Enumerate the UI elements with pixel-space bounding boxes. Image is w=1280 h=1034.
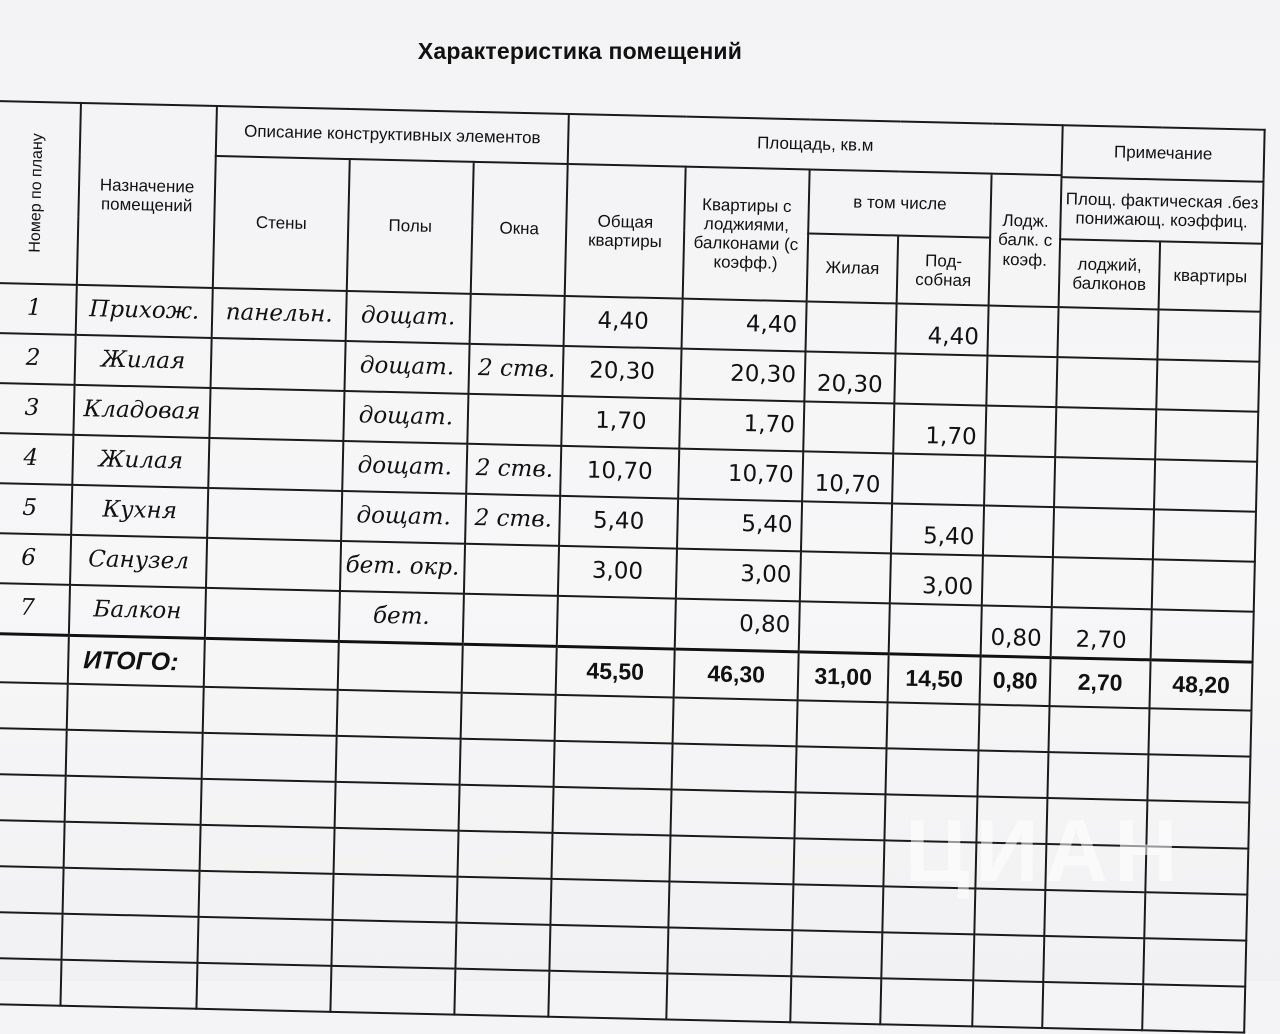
empty-cell bbox=[794, 792, 885, 840]
cell-auxiliary bbox=[892, 453, 985, 505]
cell-loggia-actual: 2,70 bbox=[1051, 607, 1152, 660]
cell-total-apartment: 10,70 bbox=[560, 446, 679, 499]
empty-cell bbox=[673, 698, 798, 747]
cell-empty bbox=[204, 638, 339, 690]
cell-walls bbox=[207, 488, 342, 541]
cell-windows bbox=[467, 394, 562, 446]
cell-walls bbox=[211, 338, 346, 391]
cell-plan-number: 6 bbox=[0, 533, 71, 585]
total-apartment-actual-value: 48,20 bbox=[1150, 660, 1253, 711]
total-loggia-actual-value: 2,70 bbox=[1050, 658, 1151, 709]
cell-windows: 2 ств. bbox=[468, 344, 563, 396]
empty-cell bbox=[331, 920, 456, 969]
cell-apartment bbox=[1154, 459, 1257, 511]
empty-cell bbox=[975, 842, 1046, 890]
cell-room-purpose: Кладовая bbox=[73, 385, 210, 438]
empty-cell bbox=[196, 963, 331, 1012]
cell-plan-number: 2 bbox=[0, 333, 76, 385]
empty-cell bbox=[0, 774, 66, 822]
empty-cell bbox=[790, 976, 881, 1024]
cell-floors: бет. окр. bbox=[340, 541, 465, 594]
cell-with-loggia: 10,70 bbox=[678, 449, 803, 502]
cell-total-apartment: 20,30 bbox=[562, 346, 681, 399]
cell-total-apartment: 4,40 bbox=[564, 296, 683, 349]
empty-cell bbox=[334, 828, 459, 877]
cell-plan-number: 7 bbox=[0, 583, 70, 635]
empty-cell bbox=[671, 790, 796, 839]
cell-room-purpose: Прихож. bbox=[76, 285, 213, 338]
total-auxiliary-value: 14,50 bbox=[888, 654, 981, 705]
header-windows: Окна bbox=[471, 162, 568, 296]
header-with-loggias: Квартиры с лоджиями, балконами (с коэфф.) bbox=[683, 167, 810, 302]
cell-walls bbox=[205, 588, 340, 642]
cell-apartment bbox=[1153, 509, 1256, 561]
cell-living bbox=[801, 501, 892, 553]
cell-total-apartment bbox=[557, 596, 676, 649]
cell-total-apartment: 5,40 bbox=[559, 496, 678, 549]
empty-cell bbox=[887, 702, 980, 750]
cell-living: 20,30 bbox=[804, 351, 895, 403]
cell-plan-number: 5 bbox=[0, 483, 72, 535]
cell-loggia-actual bbox=[1053, 507, 1154, 559]
cell-loggia-coef bbox=[982, 556, 1053, 608]
cell-apartment bbox=[1152, 559, 1255, 611]
empty-cell bbox=[1046, 798, 1147, 846]
cell-auxiliary: 1,70 bbox=[893, 403, 986, 455]
cell-walls bbox=[208, 438, 343, 491]
empty-cell bbox=[0, 682, 68, 730]
cell-loggia-coef bbox=[986, 356, 1057, 408]
empty-cell bbox=[977, 750, 1048, 798]
empty-cell bbox=[554, 741, 673, 790]
total-with-loggia-value: 46,30 bbox=[674, 649, 799, 700]
cell-with-loggia: 3,00 bbox=[676, 549, 801, 602]
empty-cell bbox=[1043, 936, 1144, 984]
cell-floors: бет. bbox=[339, 591, 464, 644]
empty-cell bbox=[667, 927, 792, 976]
empty-cell bbox=[976, 796, 1047, 844]
empty-cell bbox=[0, 866, 64, 914]
empty-cell bbox=[881, 932, 974, 980]
empty-cell bbox=[335, 782, 460, 831]
header-area-group: Площадь, кв.м bbox=[568, 114, 1063, 175]
cell-with-loggia: 5,40 bbox=[677, 499, 802, 552]
empty-cell bbox=[202, 733, 337, 782]
empty-cell bbox=[332, 874, 457, 923]
cell-loggia-coef: 0,80 bbox=[981, 605, 1052, 657]
cell-room-purpose: Жилая bbox=[72, 435, 209, 488]
empty-cell bbox=[792, 884, 883, 932]
cell-loggia-coef bbox=[985, 406, 1056, 458]
cell-windows bbox=[464, 544, 559, 596]
empty-cell bbox=[199, 871, 334, 920]
empty-cell bbox=[66, 730, 203, 779]
cell-loggia-coef bbox=[987, 306, 1058, 358]
empty-cell bbox=[1044, 890, 1145, 938]
cell-floors: дощат. bbox=[343, 391, 468, 444]
cell-with-loggia: 1,70 bbox=[679, 399, 804, 452]
empty-cell bbox=[555, 695, 674, 744]
empty-cell bbox=[64, 822, 201, 871]
cell-auxiliary: 4,40 bbox=[896, 303, 989, 355]
empty-cell bbox=[1144, 892, 1247, 940]
empty-cell bbox=[553, 787, 672, 836]
rooms-table-wrapper bbox=[0, 100, 1266, 1034]
total-living-value: 31,00 bbox=[798, 652, 889, 703]
cell-total-apartment: 3,00 bbox=[558, 546, 677, 599]
empty-cell bbox=[336, 736, 461, 785]
empty-cell bbox=[791, 930, 882, 978]
header-construction-group: Описание конструктивных элементов bbox=[216, 106, 569, 164]
cell-floors: дощат. bbox=[342, 441, 467, 494]
header-note-group: Примечание bbox=[1062, 125, 1265, 182]
empty-cell bbox=[972, 980, 1043, 1028]
cell-apartment bbox=[1155, 409, 1258, 461]
empty-cell bbox=[456, 877, 551, 925]
empty-cell bbox=[974, 888, 1045, 936]
empty-cell bbox=[1145, 846, 1248, 894]
empty-cell bbox=[67, 684, 204, 733]
empty-cell bbox=[793, 838, 884, 886]
empty-cell bbox=[0, 912, 63, 960]
empty-cell bbox=[669, 835, 794, 884]
header-loggias-balconies: лоджий, балконов bbox=[1059, 239, 1161, 309]
empty-cell bbox=[552, 833, 671, 882]
cell-loggia-actual bbox=[1055, 407, 1156, 459]
empty-cell bbox=[1149, 708, 1252, 756]
cell-floors: дощат. bbox=[341, 491, 466, 544]
cell-room-purpose: Санузел bbox=[70, 535, 207, 588]
empty-cell bbox=[457, 831, 552, 879]
cell-living bbox=[800, 551, 891, 603]
cell-loggia-actual bbox=[1058, 307, 1159, 359]
cell-apartment bbox=[1156, 359, 1259, 411]
empty-cell bbox=[549, 925, 668, 974]
cell-living bbox=[799, 601, 890, 654]
cell-room-purpose: Жилая bbox=[75, 335, 212, 388]
cell-auxiliary: 3,00 bbox=[890, 553, 983, 605]
header-actual-area: Площ. фактическая .без понижающ. коэффиц. bbox=[1060, 177, 1263, 244]
total-loggia-coef-value: 0,80 bbox=[980, 656, 1051, 706]
header-total-apartment: Общая квартиры bbox=[565, 164, 686, 299]
total-apartment-value: 45,50 bbox=[556, 646, 675, 697]
empty-cell bbox=[979, 704, 1050, 752]
cell-auxiliary bbox=[889, 603, 982, 656]
cell-living bbox=[803, 401, 894, 453]
empty-cell bbox=[1045, 844, 1146, 892]
cell-plan-number: 4 bbox=[0, 433, 73, 485]
cell-loggia-coef bbox=[983, 506, 1054, 558]
empty-cell bbox=[796, 746, 887, 794]
header-plan-number-text: Номер по плану bbox=[26, 133, 47, 253]
cell-walls bbox=[209, 388, 344, 441]
cell-windows: 2 ств. bbox=[466, 444, 561, 496]
cell-room-purpose: Кухня bbox=[71, 485, 208, 538]
cell-living: 10,70 bbox=[802, 451, 893, 503]
empty-cell bbox=[63, 868, 200, 917]
cell-floors: дощат. bbox=[344, 341, 469, 394]
cell-loggia-coef bbox=[984, 456, 1055, 508]
cell-apartment bbox=[1151, 609, 1254, 662]
empty-cell bbox=[1146, 800, 1249, 848]
cell-walls bbox=[206, 538, 341, 591]
empty-cell bbox=[60, 960, 197, 1009]
empty-cell bbox=[1142, 984, 1245, 1032]
cell-walls: панельн. bbox=[212, 288, 347, 341]
empty-cell bbox=[797, 700, 888, 748]
empty-cell bbox=[454, 969, 549, 1017]
cell-plan-number: 3 bbox=[0, 383, 75, 435]
header-plan-number bbox=[0, 101, 81, 285]
header-room-purpose: Назначение помещений bbox=[77, 103, 217, 288]
empty-cell bbox=[330, 966, 455, 1015]
empty-cell bbox=[455, 923, 550, 971]
empty-cell bbox=[1048, 752, 1149, 800]
cell-with-loggia: 20,30 bbox=[680, 349, 805, 402]
header-apartment: квартиры bbox=[1159, 241, 1263, 311]
empty-cell bbox=[883, 840, 976, 888]
cell-windows: 2 ств. bbox=[465, 494, 560, 546]
empty-cell bbox=[0, 820, 65, 868]
cell-room-purpose: Балкон bbox=[69, 585, 206, 639]
header-floors: Полы bbox=[347, 159, 474, 294]
empty-cell bbox=[197, 917, 332, 966]
empty-cell bbox=[201, 779, 336, 828]
cell-empty bbox=[0, 633, 69, 683]
empty-cell bbox=[672, 744, 797, 793]
empty-cell bbox=[1147, 754, 1250, 802]
cell-windows bbox=[470, 294, 565, 346]
cell-empty bbox=[462, 644, 557, 695]
empty-cell bbox=[884, 794, 977, 842]
empty-cell bbox=[880, 978, 973, 1026]
cell-total-apartment: 1,70 bbox=[561, 396, 680, 449]
empty-cell bbox=[882, 886, 975, 934]
empty-cell bbox=[0, 728, 67, 776]
empty-cell bbox=[550, 879, 669, 928]
cell-with-loggia: 4,40 bbox=[682, 299, 807, 352]
empty-cell bbox=[62, 914, 199, 963]
cell-loggia-actual bbox=[1054, 457, 1155, 509]
cell-empty bbox=[338, 641, 463, 692]
header-including: в том числе bbox=[808, 169, 991, 237]
empty-cell bbox=[203, 687, 338, 736]
header-living: Жилая bbox=[807, 233, 899, 303]
watermark-logo: ЦИАН bbox=[905, 801, 1184, 900]
document-title: Характеристика помещений bbox=[417, 38, 743, 64]
cell-auxiliary bbox=[894, 353, 987, 405]
empty-cell bbox=[459, 785, 554, 833]
rooms-table bbox=[0, 100, 1266, 1034]
empty-cell bbox=[0, 958, 62, 1006]
empty-cell bbox=[460, 739, 555, 787]
cell-auxiliary: 5,40 bbox=[891, 503, 984, 555]
cell-apartment bbox=[1157, 309, 1260, 361]
cell-plan-number: 1 bbox=[0, 283, 77, 335]
cell-living bbox=[806, 301, 897, 353]
header-auxiliary: Под-собная bbox=[897, 236, 991, 306]
header-walls: Стены bbox=[213, 156, 350, 291]
empty-cell bbox=[65, 776, 202, 825]
empty-cell bbox=[973, 934, 1044, 982]
empty-cell bbox=[668, 881, 793, 930]
total-label: ИТОГО: bbox=[68, 635, 205, 687]
header-loggia-coef: Лодж. балк. с коэф. bbox=[989, 174, 1062, 308]
cell-loggia-actual bbox=[1052, 557, 1153, 609]
empty-cell bbox=[461, 693, 556, 741]
empty-cell bbox=[1042, 982, 1143, 1030]
empty-cell bbox=[200, 825, 335, 874]
empty-cell bbox=[337, 690, 462, 739]
empty-cell bbox=[1143, 938, 1246, 986]
empty-cell bbox=[1049, 706, 1150, 754]
empty-cell bbox=[886, 748, 979, 796]
empty-cell bbox=[548, 971, 667, 1020]
cell-floors: дощат. bbox=[346, 291, 471, 344]
cell-with-loggia: 0,80 bbox=[675, 599, 800, 652]
cell-loggia-actual bbox=[1056, 357, 1157, 409]
cell-windows bbox=[463, 594, 558, 647]
